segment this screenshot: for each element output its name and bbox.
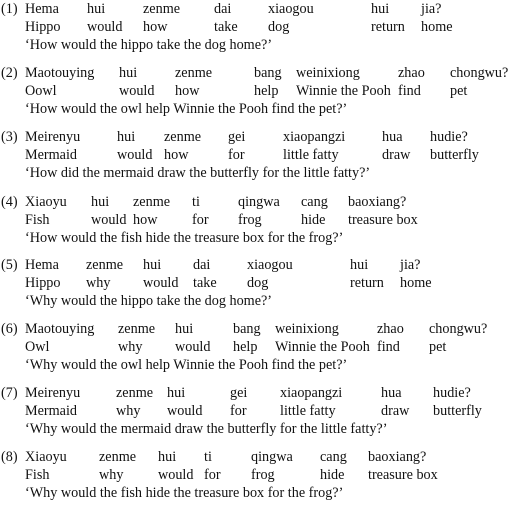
gloss-word: Winnie the Pooh (275, 339, 370, 355)
gloss-word: would (87, 19, 123, 35)
pinyin-word: ti (192, 194, 200, 210)
gloss-word: home (400, 275, 432, 291)
gloss-word: why (116, 403, 141, 419)
gloss-word: Fish (25, 467, 50, 483)
pinyin-word: chongwu? (450, 65, 508, 81)
pinyin-word: hui (143, 257, 162, 273)
gloss-word: treasure box (368, 467, 438, 483)
gloss-line (25, 146, 500, 164)
gloss-word: for (192, 212, 209, 228)
gloss-word: why (86, 275, 111, 291)
gloss-word: little fatty (283, 147, 339, 163)
pinyin-word: hui (175, 321, 194, 337)
gloss-word: take (193, 275, 217, 291)
pinyin-word: hui (91, 194, 110, 210)
pinyin-word: bang (254, 65, 282, 81)
pinyin-word: hui (371, 1, 390, 17)
pinyin-line (25, 320, 500, 338)
gloss-word: Hippo (25, 19, 61, 35)
pinyin-line (25, 448, 500, 466)
gloss-word: why (118, 339, 143, 355)
gloss-word: return (371, 19, 405, 35)
example-number: (1) (1, 1, 18, 17)
example-3 (0, 128, 500, 184)
gloss-word: dog (268, 19, 290, 35)
pinyin-word: hua (382, 129, 403, 145)
gloss-word: would (117, 147, 153, 163)
example-7 (0, 384, 500, 440)
example-number: (3) (1, 129, 18, 145)
example-number: (8) (1, 449, 18, 465)
gloss-word: would (158, 467, 194, 483)
pinyin-word: gei (230, 385, 248, 401)
example-number: (5) (1, 257, 18, 273)
pinyin-word: zenme (143, 1, 181, 17)
pinyin-word: baoxiang? (368, 449, 427, 465)
pinyin-word: zenme (175, 65, 213, 81)
gloss-word: draw (382, 147, 411, 163)
translation-line: ‘Why would the owl help Winnie the Pooh find the pet?’ (25, 357, 348, 373)
pinyin-word: bang (233, 321, 261, 337)
gloss-word: Mermaid (25, 147, 78, 163)
pinyin-word: jia? (400, 257, 421, 273)
gloss-line (25, 18, 500, 36)
gloss-word: would (91, 212, 127, 228)
gloss-word: why (99, 467, 124, 483)
gloss-word: how (143, 19, 168, 35)
gloss-word: home (421, 19, 453, 35)
pinyin-word: xiaopangzi (280, 385, 343, 401)
translation-line: ‘How did the mermaid draw the butterfly for the little fatty?’ (25, 165, 371, 181)
example-6 (0, 320, 500, 376)
pinyin-word: Maotouying (25, 65, 95, 81)
gloss-word: Winnie the Pooh (296, 83, 391, 99)
pinyin-word: jia? (421, 1, 442, 17)
gloss-word: would (119, 83, 155, 99)
gloss-word: pet (450, 83, 468, 99)
pinyin-word: zhao (377, 321, 404, 337)
gloss-word: how (133, 212, 158, 228)
pinyin-word: cang (320, 449, 347, 465)
example-2 (0, 64, 508, 120)
pinyin-word: Maotouying (25, 321, 95, 337)
gloss-word: hide (320, 467, 345, 483)
pinyin-line (25, 256, 500, 274)
gloss-word: how (164, 147, 189, 163)
gloss-word: draw (381, 403, 410, 419)
gloss-word: treasure box (348, 212, 418, 228)
gloss-word: frog (251, 467, 275, 483)
pinyin-word: xiaogou (268, 1, 314, 17)
gloss-line (25, 274, 500, 292)
gloss-word: frog (238, 212, 262, 228)
gloss-line (25, 338, 500, 356)
pinyin-word: Hema (25, 1, 59, 17)
gloss-word: pet (429, 339, 447, 355)
example-number: (4) (1, 194, 18, 210)
translation-line: ‘How would the fish hide the treasure box for the frog?’ (25, 230, 344, 246)
gloss-word: Hippo (25, 275, 61, 291)
translation-line: ‘How would the hippo take the dog home?’ (25, 37, 273, 53)
gloss-word: help (254, 83, 279, 99)
gloss-word: how (175, 83, 200, 99)
example-number: (7) (1, 385, 18, 401)
pinyin-word: Meirenyu (25, 129, 81, 145)
gloss-word: butterfly (433, 403, 482, 419)
example-1 (0, 0, 500, 56)
pinyin-word: dai (214, 1, 232, 17)
pinyin-word: cang (301, 194, 328, 210)
pinyin-word: zenme (86, 257, 124, 273)
pinyin-word: zenme (118, 321, 156, 337)
pinyin-word: dai (193, 257, 211, 273)
pinyin-word: zhao (398, 65, 425, 81)
translation-line: ‘Why would the fish hide the treasure box for the frog?’ (25, 485, 344, 501)
pinyin-word: chongwu? (429, 321, 488, 337)
pinyin-line (25, 128, 500, 146)
gloss-word: for (228, 147, 245, 163)
gloss-word: find (398, 83, 421, 99)
pinyin-word: ti (204, 449, 212, 465)
gloss-word: Owl (25, 339, 50, 355)
gloss-word: would (175, 339, 211, 355)
pinyin-word: weinixiong (296, 65, 360, 81)
gloss-word: Fish (25, 212, 50, 228)
pinyin-word: hudie? (430, 129, 468, 145)
gloss-word: would (143, 275, 179, 291)
pinyin-word: zenme (133, 194, 171, 210)
pinyin-word: qingwa (238, 194, 280, 210)
gloss-line (25, 402, 500, 420)
pinyin-word: xiaopangzi (283, 129, 346, 145)
pinyin-word: qingwa (251, 449, 293, 465)
example-number: (6) (1, 321, 18, 337)
pinyin-word: hui (158, 449, 177, 465)
gloss-word: help (233, 339, 258, 355)
pinyin-word: hudie? (433, 385, 471, 401)
pinyin-word: zenme (164, 129, 202, 145)
gloss-line (25, 466, 500, 484)
gloss-line (25, 82, 500, 100)
pinyin-line (25, 64, 508, 82)
pinyin-word: zenme (99, 449, 137, 465)
example-8 (0, 448, 500, 504)
pinyin-word: xiaogou (247, 257, 293, 273)
pinyin-line (25, 193, 500, 211)
gloss-word: Mermaid (25, 403, 78, 419)
pinyin-word: zenme (116, 385, 154, 401)
pinyin-word: hui (87, 1, 106, 17)
translation-line: ‘Why would the hippo take the dog home?’ (25, 293, 273, 309)
pinyin-word: hui (117, 129, 136, 145)
gloss-word: butterfly (430, 147, 479, 163)
gloss-word: for (230, 403, 247, 419)
gloss-word: take (214, 19, 238, 35)
gloss-line (25, 211, 500, 229)
pinyin-word: hui (350, 257, 369, 273)
pinyin-word: Hema (25, 257, 59, 273)
pinyin-word: Xiaoyu (25, 449, 67, 465)
example-4 (0, 193, 500, 249)
gloss-word: dog (247, 275, 269, 291)
pinyin-word: baoxiang? (348, 194, 407, 210)
pinyin-line (25, 0, 500, 18)
translation-line: ‘Why would the mermaid draw the butterfly for the little fatty?’ (25, 421, 388, 437)
gloss-word: for (204, 467, 221, 483)
pinyin-word: hui (167, 385, 186, 401)
gloss-word: return (350, 275, 384, 291)
example-5 (0, 256, 500, 312)
pinyin-word: Meirenyu (25, 385, 81, 401)
example-number: (2) (1, 65, 18, 81)
pinyin-word: Xiaoyu (25, 194, 67, 210)
gloss-word: little fatty (280, 403, 336, 419)
gloss-word: hide (301, 212, 326, 228)
translation-line: ‘How would the owl help Winnie the Pooh find the pet?’ (25, 101, 348, 117)
gloss-word: Oowl (25, 83, 57, 99)
pinyin-line (25, 384, 500, 402)
pinyin-word: hua (381, 385, 402, 401)
gloss-word: would (167, 403, 203, 419)
pinyin-word: weinixiong (275, 321, 339, 337)
gloss-word: find (377, 339, 400, 355)
pinyin-word: hui (119, 65, 138, 81)
pinyin-word: gei (228, 129, 246, 145)
